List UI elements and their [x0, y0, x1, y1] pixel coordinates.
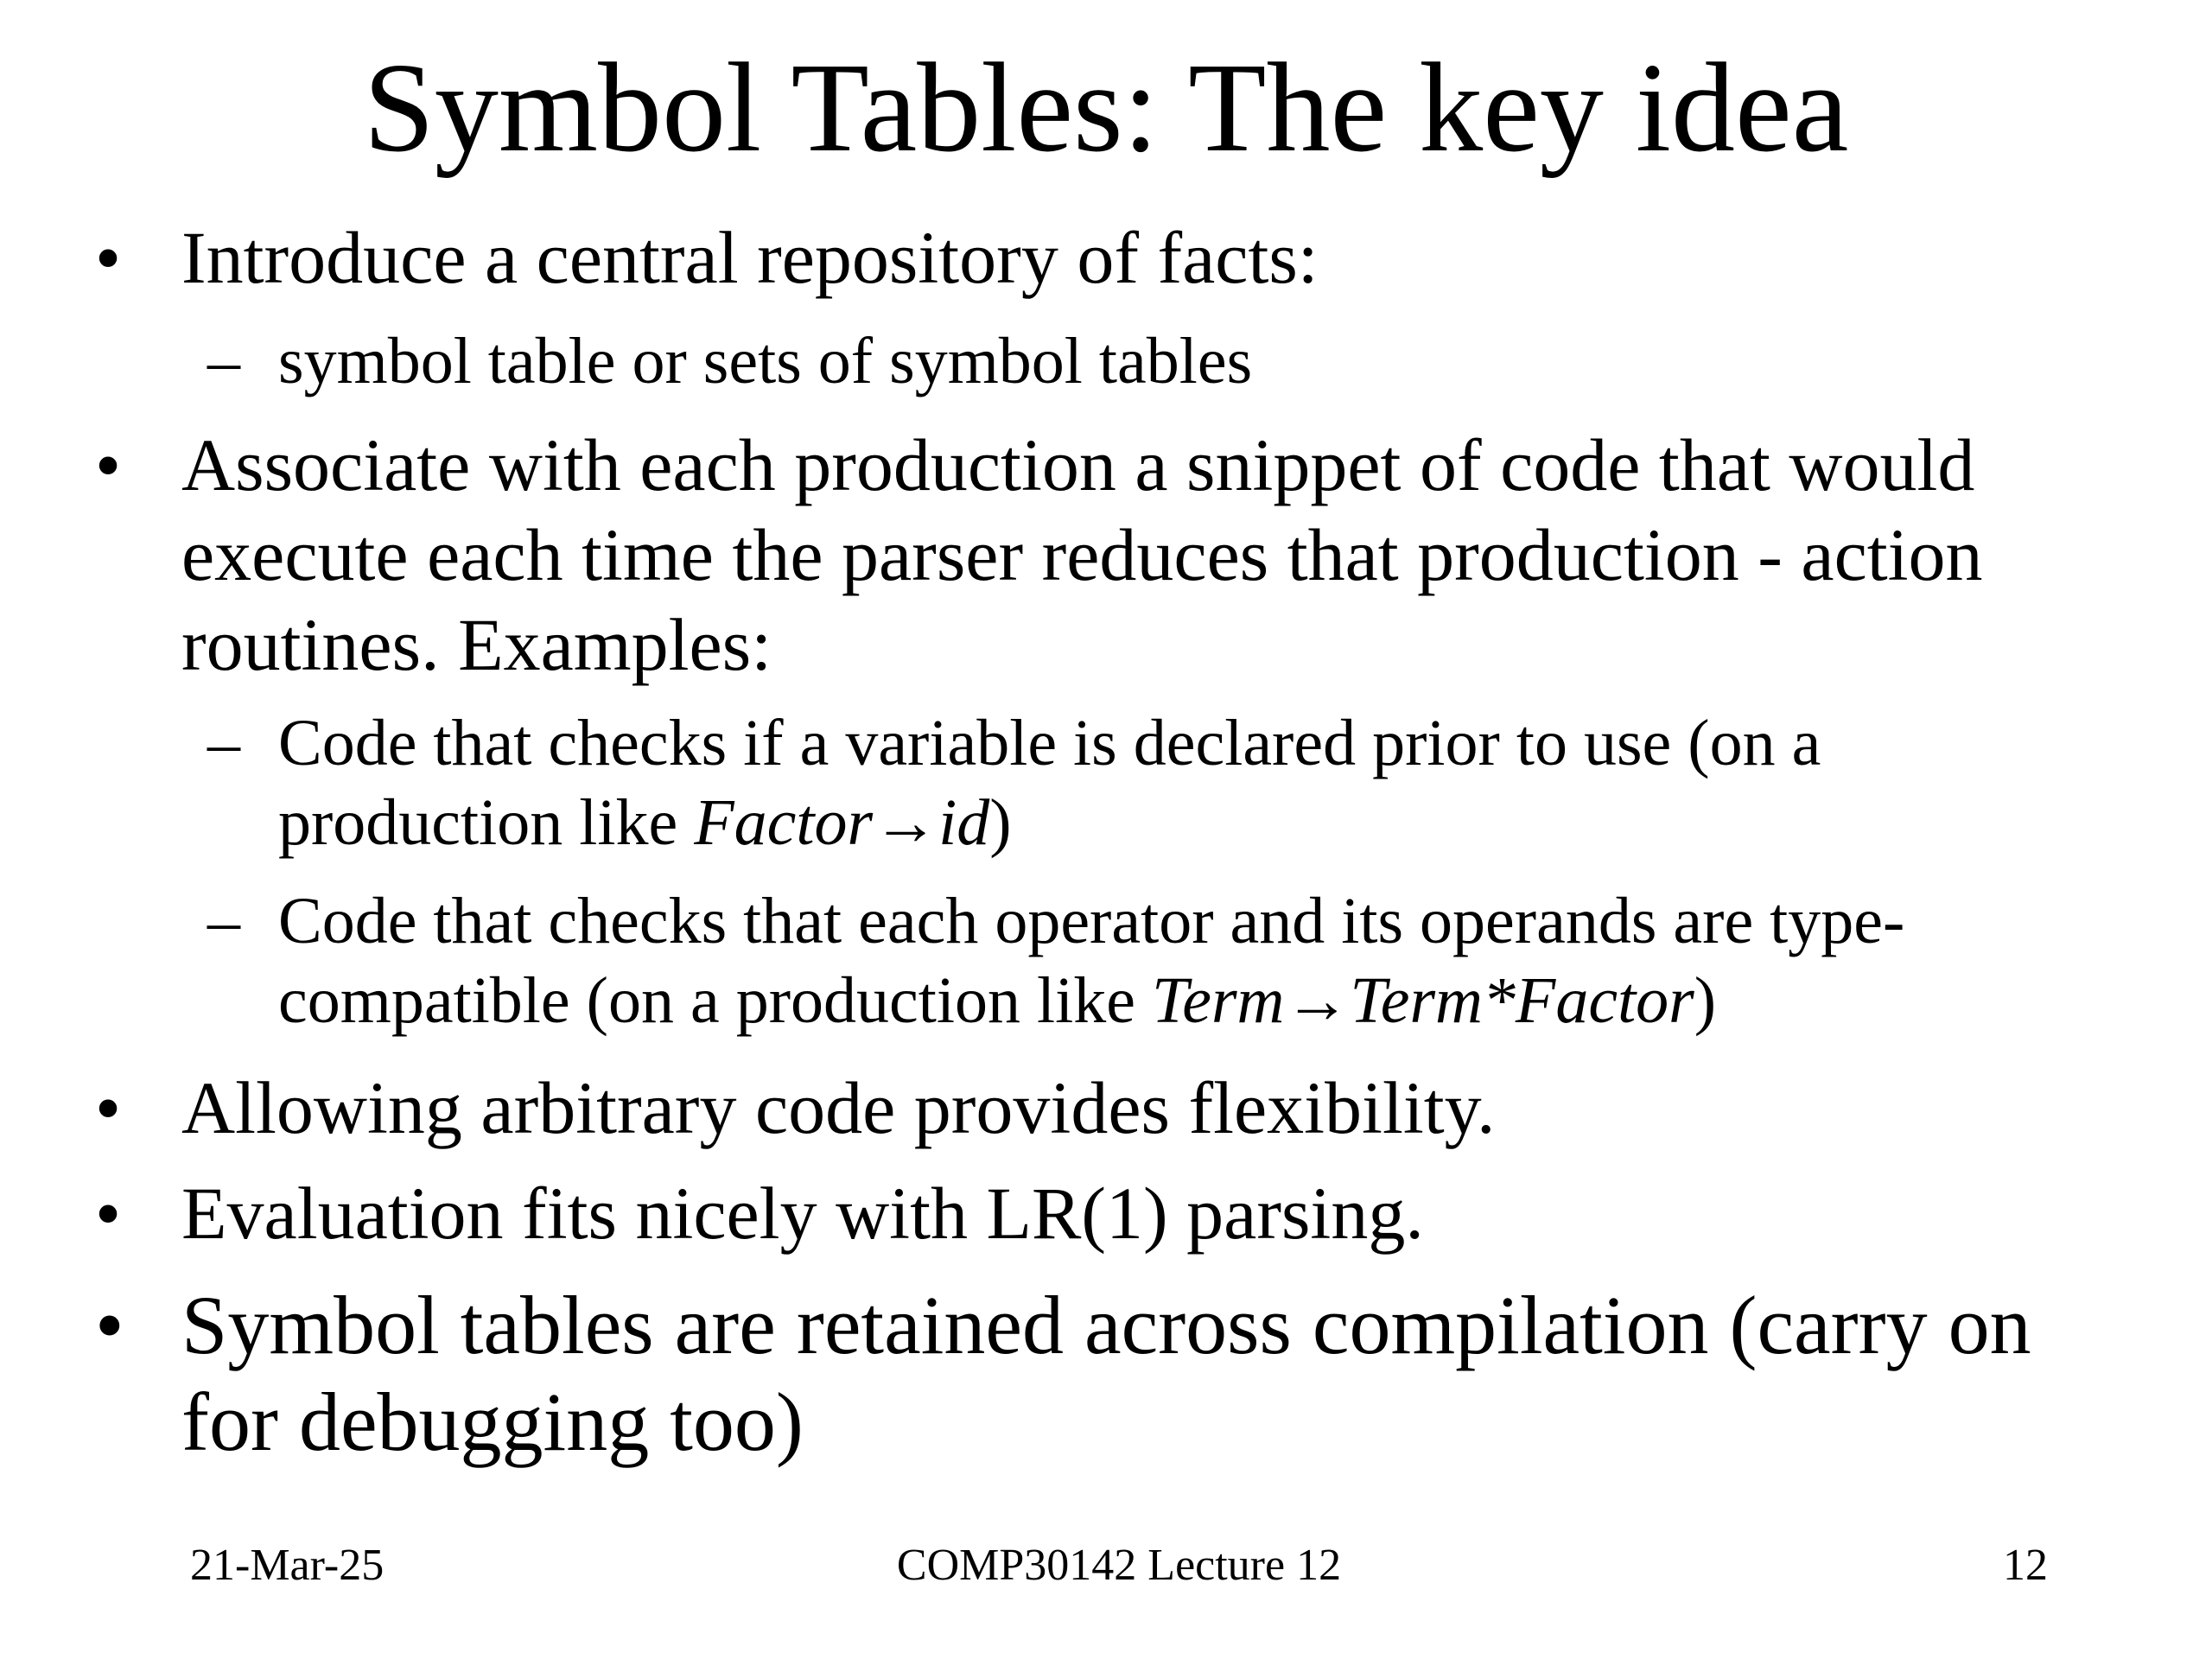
bullet-line: execute each time the parser reduces that production - action — [181, 513, 1983, 596]
slide-title: Symbol Tables: The key idea — [363, 37, 1849, 179]
subbullet-line: symbol table or sets of symbol tables — [278, 325, 1253, 397]
bullet-line: Evaluation fits nicely with LR(1) parsing. — [181, 1172, 1424, 1255]
subbullet-text — [278, 321, 2179, 401]
bullet-line: Allowing arbitrary code provides flexibility. — [181, 1066, 1496, 1149]
bullet-line: routines. Examples: — [181, 603, 772, 686]
subbullet-line-pre: production like — [278, 786, 695, 859]
bullet-line: for debugging too) — [181, 1376, 804, 1468]
footer-course: COMP30142 Lecture 12 — [896, 1541, 1342, 1590]
bullet-line: Associate with each production a snippet of code that would — [181, 423, 1975, 506]
bullet-marker: • — [95, 423, 122, 506]
subbullet-line — [278, 961, 2179, 1040]
production-rule: Term→Term*Factor — [1151, 964, 1694, 1037]
bullet-text — [181, 1277, 2169, 1471]
bullet-text — [181, 420, 2169, 690]
footer-page-number: 12 — [2003, 1541, 2048, 1590]
bullet-marker: • — [95, 1066, 122, 1149]
subbullet-marker: – — [207, 885, 240, 957]
subbullet-marker: – — [207, 707, 240, 779]
bullet-text — [181, 1168, 2169, 1258]
bullet-marker: • — [95, 216, 122, 299]
subbullet-line — [278, 783, 2179, 862]
bullet-line: Introduce a central repository of facts: — [181, 216, 1319, 299]
bullet-text — [181, 1063, 2169, 1153]
subbullet-line-post: ) — [989, 786, 1012, 859]
subbullet-line-pre: compatible (on a production like — [278, 964, 1152, 1037]
subbullet-line: Code that checks if a variable is declared prior to use (on a — [278, 707, 1821, 779]
subbullet-text — [278, 703, 2179, 862]
subbullet-marker: – — [207, 325, 240, 397]
subbullet-line-post: ) — [1694, 964, 1717, 1037]
production-rule: Factor→id — [694, 786, 990, 859]
bullet-marker: • — [95, 1279, 124, 1371]
bullet-marker: • — [95, 1172, 122, 1255]
subbullet-text — [278, 881, 2179, 1040]
bullet-line: Symbol tables are retained across compilation (carry on — [181, 1279, 2031, 1371]
footer-date: 21-Mar-25 — [190, 1541, 385, 1590]
bullet-text — [181, 213, 2169, 302]
subbullet-line: Code that checks that each operator and its operands are type- — [278, 885, 1905, 957]
